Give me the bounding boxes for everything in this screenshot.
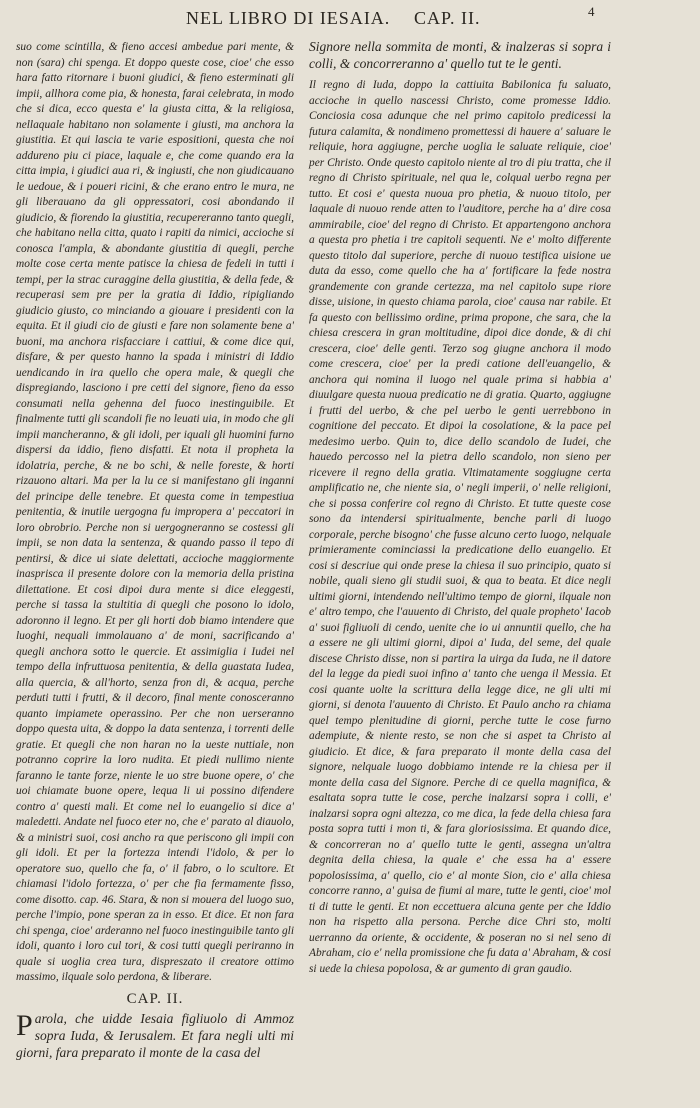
- running-header: [0, 2, 700, 40]
- left-column: [16, 40, 294, 1080]
- page-number: 4: [588, 4, 595, 19]
- right-column: [309, 38, 611, 1068]
- scripture-passage: [16, 1010, 294, 1061]
- scripture-text: arola, che uidde Iesaia figliuolo di Ammoz sopra Iuda, & Ierusalem. Et fara negli ulti mi giorni, fara preparato il monte de la casa del: [16, 1010, 294, 1060]
- commentary-paragraph: Il regno di Iuda, doppo la cattiuita Babilonica fu saluato, accioche in quello nascessi Christo, come promesse Iddio. Conciosia cosa adunque che nel primo capitolo predicessi la futura calamita, & nondimeno promettessi di hauere a' saluare le reliquie, hora aggiugne, perche uoglia le saluate reliquie, cioe' per Christo. Onde questo capitolo niente al tro di piu tratta, che il regno di Christo spirituale, nel qua le, colqual uerbo regna per tutto. Et cosi e' questa nuoua pro phetia, & nuouo titolo, per laquale di nuouo rende atten to l'auditore, perche ha a' dire cosa ammirabile, cioe' del regno di Christo. Et appartengono anchora a questa pro phetia i tre capitoli sequenti. Ne e' molto differente questo titolo dal superiore, perche di nuouo testifica uisione ue duta da esso, come quello che ha a' fortificare la fede nostra grandemente con grande certezza, ma nel capitolo supe riore disse, uisione, in questo chiama parola, cioe' causa nar rabile. Et fa questo con bellissimo ordine, prima propone, che sara, che la chiesa crescera in gran moltitudine, dipoi dice donde, & di chi crescera, cioe' delle genti. Terzo sog giugne anchora il modo come crescera, cioe' per la predi catione dell'euangelio, & anchora qui nomina il luogo nel quale prima si habbia a' diuulgare questa nuoua predicatio ne di gratia. Quarto, aggiugne i frutti del uerbo, & che pel uerbo le genti uerrebbono in cognitione del peccato. Et dipoi la cosolatione, & la pace pel medesimo uerbo. Quin to, dice dello scandolo de Iudei, che hauedo percosso nel la pietra dello scandolo, non sieno per ricevere il regno della gratia. Vltimatamente soggiugne certa amplificatio ne, che niente sia, o' negli imperii, o' nelle religioni, che si possa conferire col regno di Christo. Et tutte queste cose sono da intendersi spiritualmente, benche parli di luogo corporale, perche bisogno' che fusse alcuno certo luogo, nelquale primieramente cominciassi la predicatione dello euangelio. Et cosi si descriue qui onde prese la chiesa il suo principio, quato si nobile, quali sieno gli studii suoi, & qua to beata. Et dice negli ultimi giorni, intendendo nell'ultimo tempo de giorni, ilquale non e' altro tempo, che l'auuento di Christo, del quale propheto' Iacob a' suoi figliuoli di cendo, uenite che io ui annuntii quello, che ha a essere ne gli ultimi giorni, dipoi a' Iuda, del seme, del quale discese Christo disse, non si partira la uirga da Iuda, ne il datore del la legge da piedi suoi infino a' tanto che uenga il Messia. Et cosi quante uolte la scrittura della legge dice, ne gli ulti mi giorni, si denota l'auuento di Christo. Et Paulo ancho ra chiama quel tempo plenitudine di giorni, perche tutte le cose furno adempiute, & niente resto, se non che si aspet ta Christo al giudicio. Et dice, & fara preparato il monte della casa del signore, nelquale luogo dobbiamo intende re la chiesa per il monte della casa del Signore. Perche di ce quella magnifica, & esaltata sopra tutte le cose, perche inalzarsi sopra i colli, e' inalzarsi sopra ogni altezza, co me dica, la fede della chiesa fara posta sopra tutti i mon ti, & fara gloriosissima. Et quando dice, & concorreran no a' quello tutte le genti, assegna un'altra degnita della chiesa, la quale e' che essa ha a' essere popolosissima, a' quello, cio e' al monte Sion, cio e' alla chiesa concorre ranno, a' guisa de fiumi al mare, tutte le genti, cioe' mol ti di tutte le genti. Et non eccettuera alcuna gente per che Iddio non ha rispetto alla persona. Perche dice Chri sto, molti uerranno da oriente, & occidente, & poseran no si nel seno di Abraham, cio e' nella promissione che fu data a' Abraham, & cosi si uede la chiesa popolosa, & ar gumento di gran gaudio.: [309, 79, 611, 975]
- chapter-heading: CAP. II.: [126, 990, 184, 1007]
- running-title: NEL LIBRO DI IESAIA.: [186, 8, 391, 28]
- drop-cap-initial: P: [16, 1008, 33, 1042]
- scripture-continuation: Signore nella sommita de monti, & inalzeras si sopra i colli, & concorreranno a' quello tut te le genti.: [309, 39, 611, 71]
- commentary-paragraph: suo come scintilla, & fieno accesi ambedue pari mente, & non (sara) chi spenga. Et doppo queste cose, cioe' che esso hara fatto ritornare i buoni giudici, & fieno esterminati gli impii, allhora come pia, & honesta, farai celebrata, in modo che si dica, ecco questa e' la giusta citta, & la religiosa, nellaquale habitano non solamente i giusti, ma anchora la giustitia. Et qui lascia te varie espositioni, questa che noi addureno piu ci piace, laquale e, che come quando era la citta impia, i giudici aua ri, & ingiusti, che non giudicauano le uedoue, & i poueri ricini, & che erano entro le mura, ne gli liberauano da gli oppressatori, cosi abondando il giudicio, & fiorendo la giustitia, recupereranno tanto quegli, che habitano nella citta, quato i rapiti da nimici, accioche si conosca l'ampla, & abondante giustitia di quegli, perche molte cose certa mente patisce la chiesa de fedeli in tutti i tempi, per la strac curaggine della giustitia, & della fede, & recuperasi sem pre per la gratia di Iddio, ripigliando giudicio giusto, co minciando a giouare i presidenti con la equita. Et il giudi cio de giusti e fare non solamente bene a' buoni, ma anchora risfacciare i cattiui, & come dice qui, disfare, & per questo hanno la spada i ministri di Iddio uendicando in ira quello che opera male, & quegli che dispregiando, lasciono i pre cetti del signore, fieno da esso consumati nella gehenna del fuoco inestinguibile. Et finalmente tutti gli scandoli fie no leuati uia, in modo che gli impii mancheranno, & gli idoli, per iquali gli huomini furno dispersi da iddio, fieno disfatti. Et nota il propheta la idolatria, perche, & ne bo schi, & nelle foreste, & horti rizauono altari. Ma per la lu ce si manifestano gli inganni del principe delle tenebre. Et questa come in tempestiua penitentia, & inutile uergogna fu impropera a' peccatori in loro obrobrio. Perche non si uergogneranno se costessi gli impii, se non data la sentenza, & quando passo il tepo di pentirsi, & dice ui siate delettati, accioche maggiormente inasprisca il presente dolore con la memoria della pristina dilettatione. Et cosi dipoi dura mente si dice eleggesti, perche si tassa la stultitia di quegli che posono lo idolo, adoronno il legno. Et per gli horti dob biamo intendere que luoghi, nequali immolauano a' de moni, sacrificando a' quegli anchora sotto le quercie. Et assimiglia i Iudei nel tempo della infruttuosa penitentia, & della guastata Iudea, alla quercia, & all'horto, senza fron di, & acqua, perche perduti tutti i frutti, & il decoro, final mente conosceranno quanto impiamete operassino. Per che non uerseranno doppo questa uita, & doppo la data sentenza, i torrenti delle gratie. Et quegli che non haran no la ueste nuttiale, non potranno coprire la loro nudita. Et piedi nullimo niente faranno le tante forze, niente le uo stre buone opere, o' che uoi chiamate buone opere, lequa li ui possino difendere contro a' questi mali. Et come nel lo euangelio si dice a' maledetti. Andate nel fuoco eter no, che e' parato al diauolo, & a ministri suoi, cosi ancho ra que periscono gli impii con gli idoli. Et per la fortezza intendi l'idolo, & per lo operatore suo, quello che fa, o' il fabro, o lo scultore. Et chiamasi l'idolo fortezza, o' per che fia fermamente fisso, come disotto. cap. 46. Stara, & non si mouera del luogo suo, perche l'impio, pone speran za in esso. Et dice. Et non fara chi spenga, cioe' arderanno nel fuoco inestinguibile tanto gli idoli, quanto i loro cul tori, & cosi tutti quegli periranno in quale si uoglia crea tura, dispreszato il creatore ottimo massimo, ilquale solo perdona, & liberare.: [16, 41, 294, 983]
- running-chapter: CAP. II.: [414, 8, 481, 28]
